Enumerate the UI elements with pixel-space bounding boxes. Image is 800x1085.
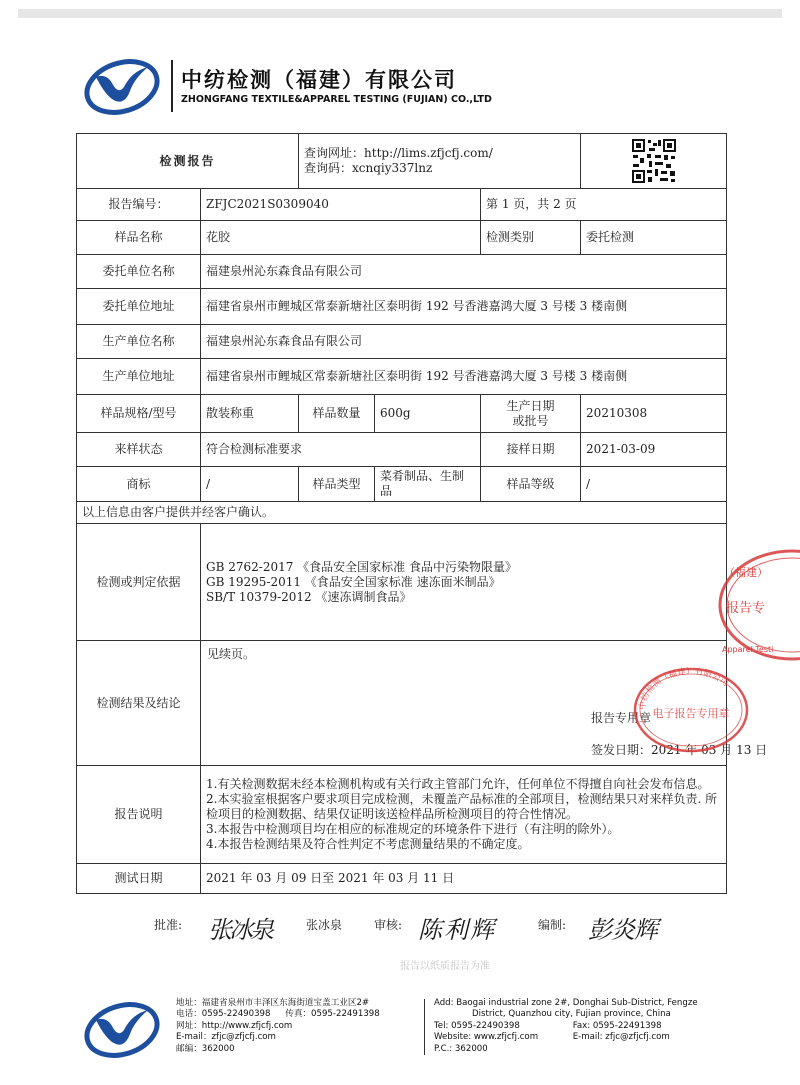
production-date-label-1: 生产日期	[506, 398, 555, 413]
query-info	[299, 134, 581, 189]
result-text: 见续页。	[207, 647, 256, 661]
footer-en-tel: Tel: 0595-22490398	[434, 1020, 520, 1031]
producer-addr-label: 生产单位地址	[77, 359, 201, 395]
signature-row	[0, 910, 800, 950]
report-seal-stamp	[631, 665, 751, 755]
edit-label: 编制:	[538, 918, 567, 932]
approve-label: 批准:	[154, 918, 183, 932]
edit-signature: 彭炎辉	[588, 916, 657, 944]
company-name-en: ZHONGFANG TEXTILE&APPAREL TESTING (FUJIAN) CO.,LTD	[181, 94, 492, 105]
header-divider	[171, 60, 173, 112]
footer-cn-contact	[176, 998, 380, 1055]
watermark-text: 报告以纸质报告为准	[400, 961, 490, 972]
edge-stamp-line-3: Apparel Testi	[722, 645, 774, 654]
note-item: 1.有关检测数据未经本检测机构或有关行政主管部门允许，任何单位不得擅自向社会发布信息。	[206, 777, 710, 791]
sample-name: 花胶	[201, 221, 481, 255]
report-no: ZFJC2021S0309040	[201, 189, 481, 221]
note-item: 4.本报告检测结果及符合性判定不考虑测量结果的不确定度。	[206, 837, 530, 851]
footer-en-web[interactable]: Website: www.zfjcfj.com	[434, 1032, 539, 1043]
result-label: 检测结果及结论	[77, 641, 201, 766]
footer-logo	[82, 1000, 162, 1058]
report-title: 检测报告	[77, 134, 299, 189]
production-date-label	[481, 395, 581, 433]
footer-cn-address: 地址：福建省泉州市丰泽区东海街道宝盖工业区2#	[176, 998, 370, 1008]
footer-cn-email[interactable]: E-mail：zfjc@zfjcfj.com	[176, 1032, 276, 1043]
query-url[interactable]: 查询网址：http://lims.zfjcfj.com/	[304, 146, 493, 160]
basis-item: GB 19295-2011 《食品安全国家标准 速冻面米制品》	[206, 574, 501, 589]
qty-label: 样品数量	[299, 395, 375, 433]
company-name-cn: 中纺检测（福建）有限公司	[181, 68, 457, 92]
client-label: 委托单位名称	[77, 255, 201, 289]
producer-label: 生产单位名称	[77, 325, 201, 359]
basis-item: SB/T 10379-2012 《速冻调制食品》	[206, 589, 412, 604]
basis-list	[201, 524, 727, 641]
footer-cn-tel: 电话：0595-22490398	[176, 1009, 271, 1020]
notes-list	[201, 766, 727, 864]
notes-label: 报告说明	[77, 766, 201, 864]
footer-en-post: P.C.: 362000	[434, 1043, 488, 1054]
brand-label: 商标	[77, 467, 201, 502]
review-label: 审核:	[374, 918, 403, 932]
approve-name: 张冰泉	[306, 918, 343, 932]
edge-stamp-line-2: 报告专	[726, 601, 766, 616]
sample-name-label: 样品名称	[77, 221, 201, 255]
brand: /	[201, 467, 299, 502]
qr-code-icon	[631, 138, 677, 184]
query-code: 查询码：xcnqiy337lnz	[304, 161, 433, 175]
producer-name: 福建泉州沁东森食品有限公司	[201, 325, 727, 359]
receive-date: 2021-03-09	[581, 433, 727, 467]
footer-en-address-2: District, Quanzhou city, Fujian province, China	[472, 1009, 671, 1020]
page-info: 第 1 页，共 2 页	[481, 189, 727, 221]
edge-stamp-line-1: （福建）	[724, 566, 768, 579]
approve-signature: 张冰泉	[208, 916, 271, 944]
footer-en-contact	[434, 998, 698, 1055]
seal-ring-text: 中纺检测（福建）有限公司	[637, 666, 731, 711]
production-date-label-2: 或批号	[512, 413, 549, 428]
sample-type-label: 样品类型	[299, 467, 375, 502]
footer-cn-phone-line	[176, 1009, 380, 1020]
svg-text:中纺检测（福建）有限公司	[637, 666, 730, 710]
basis-item: GB 2762-2017 《食品安全国家标准 食品中污染物限量》	[206, 559, 517, 574]
footer-en-fax: Fax: 0595-22491398	[572, 1020, 662, 1031]
grade-label: 样品等级	[481, 467, 581, 502]
client-address: 福建省泉州市鲤城区常泰新塘社区泰明街 192 号香港嘉鸿大厦 3 号楼 3 楼南侧	[201, 289, 727, 325]
note-item: 2.本实验室根据客户要求项目完成检测，未覆盖产品标准的全部项目，检测结果只对来样负责. 所检项目的检测数据、结果仅证明该送检样品所检测项目的符合性情况。	[206, 792, 718, 821]
footer-en-email[interactable]: E-mail: zfjc@zfjcfj.com	[572, 1032, 670, 1043]
sample-state: 符合检测标准要求	[201, 433, 481, 467]
test-date-label: 测试日期	[77, 864, 201, 894]
test-date: 2021 年 03 月 09 日至 2021 年 03 月 11 日	[201, 864, 727, 894]
seal-line: 报告专用章	[591, 711, 652, 725]
info-note: 以上信息由客户提供并经客户确认。	[77, 502, 727, 524]
review-signature: 陈利辉	[418, 916, 496, 944]
footer-cn-fax: 传真：0595-22491398	[285, 1009, 380, 1020]
footer-cn-post: 邮编：362000	[176, 1043, 235, 1054]
company-logo	[82, 57, 162, 115]
sample-type: 菜肴制品、生制品	[375, 467, 481, 502]
spec-label: 样品规格/型号	[77, 395, 201, 433]
report-no-label: 报告编号：	[77, 189, 201, 221]
edge-seal-stamp	[716, 548, 800, 662]
top-bar	[18, 9, 782, 18]
qty: 600g	[375, 395, 481, 433]
footer-en-address-1: Add: Baogai industrial zone 2#, Donghai Sub-District, Fengze	[434, 998, 698, 1008]
issue-date: 签发日期：2021 年 03 月 13 日	[591, 743, 768, 757]
client-addr-label: 委托单位地址	[77, 289, 201, 325]
test-type-label: 检测类别	[481, 221, 581, 255]
spec: 散装称重	[201, 395, 299, 433]
footer-divider	[424, 999, 425, 1055]
footer-en-phone-line	[434, 1021, 698, 1032]
basis-label: 检测或判定依据	[77, 524, 201, 641]
batch-no: 20210308	[581, 395, 727, 433]
receive-date-label: 接样日期	[481, 433, 581, 467]
test-type: 委托检测	[581, 221, 727, 255]
state-label: 来样状态	[77, 433, 201, 467]
footer-en-web-line	[434, 1032, 698, 1043]
grade: /	[581, 467, 727, 502]
client-name: 福建泉州沁东森食品有限公司	[201, 255, 727, 289]
note-item: 3.本报告中检测项目均在相应的标准规定的环境条件下进行（有注明的除外）。	[206, 822, 620, 836]
qr-cell	[581, 134, 727, 189]
seal-center-text: 电子报告专用章	[652, 707, 730, 720]
footer-cn-web[interactable]: 网址：http://www.zfjcfj.com	[176, 1020, 293, 1031]
producer-address: 福建省泉州市鲤城区常泰新塘社区泰明街 192 号香港嘉鸿大厦 3 号楼 3 楼南侧	[201, 359, 727, 395]
